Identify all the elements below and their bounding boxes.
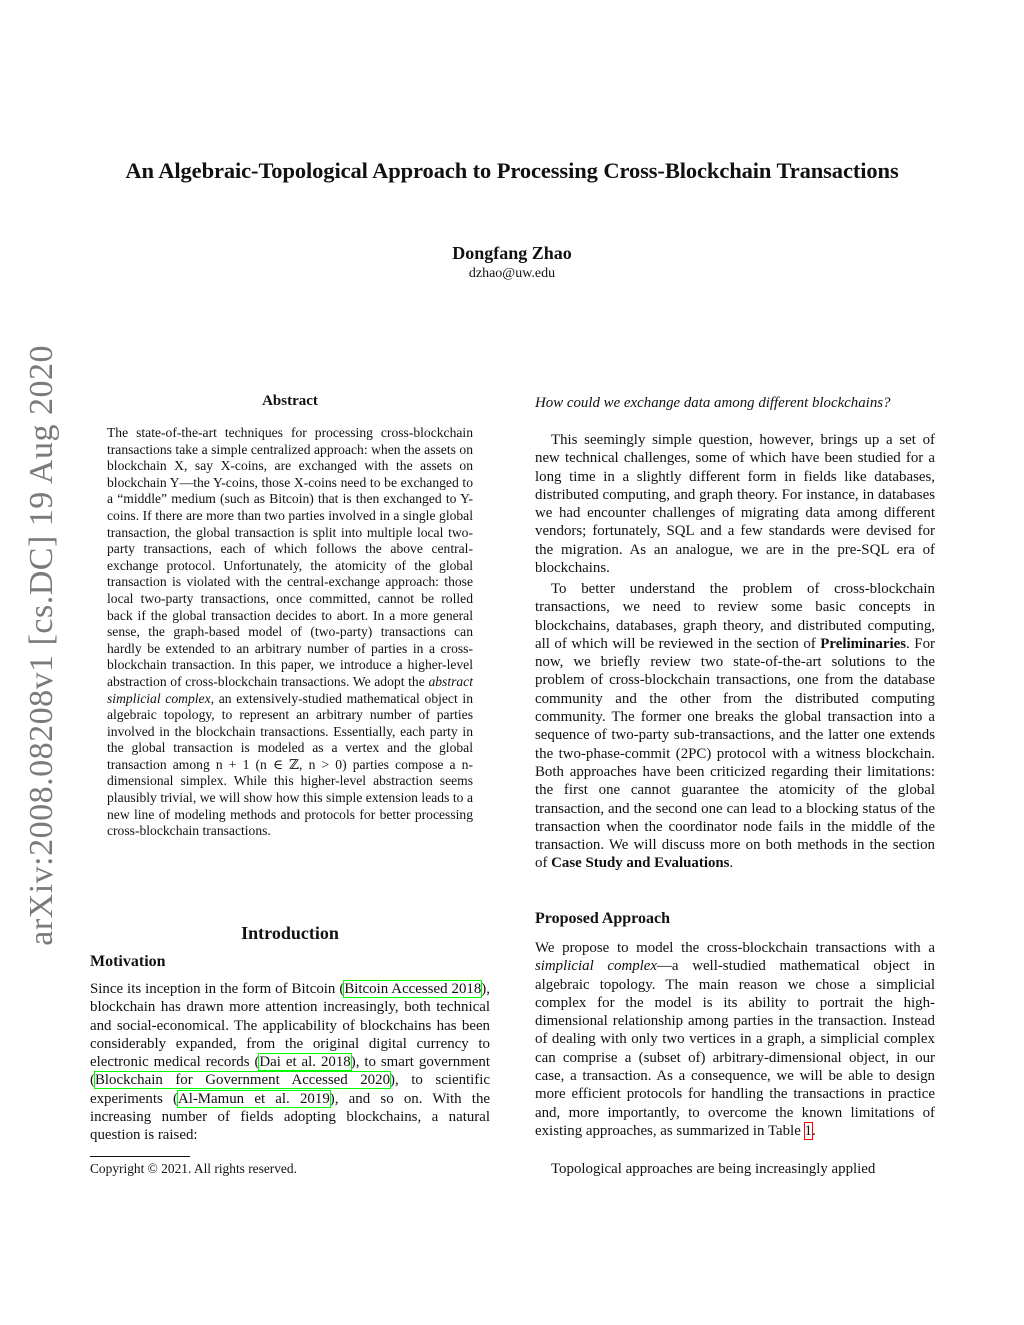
arxiv-identifier-margin [20, 345, 64, 945]
copyright-footnote: Copyright © 2021. All rights reserved. [90, 1161, 297, 1176]
paragraph-topological: Topological approaches are being increasingly applied [551, 1161, 876, 1177]
paragraph-proposed: We propose to model the cross-blockchain transactions with a simplicial complex—a well-studied mathematical object in algebraic topology. The main reason we chose a simplicial complex for the model is its ability to portrait the high-dimensional relationship among parties in the transaction. Instead of dealing with only two vertices in a graph, a simplicial complex can comprise a (subset of) arbitrary-dimensional object, in our case, a transaction. As a consequence, we will be able to design more efficient protocols for handling the transactions in practice and, more importantly, to overcome the known limitations of existing approaches, as summarized in Table 1. [535, 940, 935, 1139]
author-email: dzhao@uw.edu [468, 266, 556, 281]
abstract-heading: Abstract [262, 393, 318, 409]
abstract-text: The state-of-the-art techniques for processing cross-blockchain transactions take a simple centralized approach: when the assets on blockchain X, say X-coins, are exchanged with the assets on blockchain Y—the Y-coins, those X-coins need to be exchanged to a “middle” medium (such as Bitcoin) that is then exchanged to Y-coins. If there are more than two parties involved in a single global transaction, the global transaction is split into multiple local two-party transactions, each of which follows the above central-exchange protocol. Unfortunately, the atomicity of the global transaction is violated with the central-exchange approach: those local two-party transactions, once committed, cannot be rolled back if the global transaction decides to abort. In a more general sense, the graph-based model of (two-party) transactions can hardly be extended to an arbitrary number of parties in a cross-blockchain transaction. In this paper, we introduce a higher-level abstraction of cross-blockchain transactions. We adopt the abstract simplicial complex, an extensively-studied mathematical object in algebraic topology, to represent an arbitrary number of parties involved in the blockchain transactions. Essentially, each party in the global transaction is modeled as a vertex and the global transaction among n + 1 (n ∈ ℤ, n > 0) parties compose a n-dimensional simplex. While this higher-level abstraction seems plausibly trivial, we will show how this simple extension leads to a new line of modeling methods and protocols for better processing cross-blockchain transactions. [107, 425, 473, 839]
introduction-heading: Introduction [241, 923, 339, 943]
arxiv-identifier: arXiv:2008.08208v1 [cs.DC] 19 Aug 2020 [23, 344, 60, 946]
paper-title: An Algebraic-Topological Approach to Processing Cross-Blockchain Transactions [125, 158, 899, 183]
footnote-divider [90, 1156, 190, 1157]
citation-link[interactable]: Dai et al. 2018 [259, 1054, 351, 1071]
table-reference-link[interactable]: 1 [804, 1122, 812, 1139]
proposed-approach-heading: Proposed Approach [535, 910, 670, 927]
author-name: Dongfang Zhao [452, 243, 572, 263]
paragraph-challenges: This seemingly simple question, however, brings up a set of new technical challenges, some of which have been studied for a long time in a slightly different form in fields like databases, distributed computing, and graph theory. For instance, in databases we had encounter challenges of migrating data among different vendors; fortunately, SQL and a few standards were devised for the migration. As an analogue, we are in the pre-SQL era of blockchains. [535, 432, 935, 577]
motivation-heading: Motivation [90, 953, 166, 970]
citation-link[interactable]: Blockchain for Government Accessed 2020 [94, 1072, 391, 1089]
citation-link[interactable]: Al-Mamun et al. 2019 [177, 1090, 330, 1107]
research-question: How could we exchange data among different blockchains? [535, 395, 891, 411]
paragraph-background: To better understand the problem of cross-blockchain transactions, we need to review some basic concepts in blockchains, databases, graph theory, and distributed computing, all of which will be reviewed in the section of Preliminaries. For now, we briefly review two state-of-the-art solutions to the problem of cross-blockchain transactions, one from the database community and the other from the distributed computing community. The former one breaks the global transaction into a sequence of two-party sub-transactions, and the latter one extends the two-phase-commit (2PC) protocol with a witness blockchain. Both approaches have been criticized regarding their limitations: the first one cannot guarantee the atomicity of the global transaction, and the second one can lead to a blocking status of the transaction when the coordinator node fails in the middle of the transaction. We will discuss more on both methods in the section of Case Study and Evaluations. [535, 581, 935, 872]
citation-link[interactable]: Bitcoin Accessed 2018 [344, 981, 482, 997]
motivation-paragraph: Since its inception in the form of Bitcoin (Bitcoin Accessed 2018), blockchain has drawn more attention increasingly, both technical and social-economical. The applicability of blockchains has been considerably expanded, from the original digital currency to electronic medical records (Dai et al. 2018), to smart government (Blockchain for Government Accessed 2020), to scientific experiments (Al-Mamun et al. 2019), and so on. With the increasing number of fields adopting blockchains, a natural question is raised: [90, 981, 491, 1144]
